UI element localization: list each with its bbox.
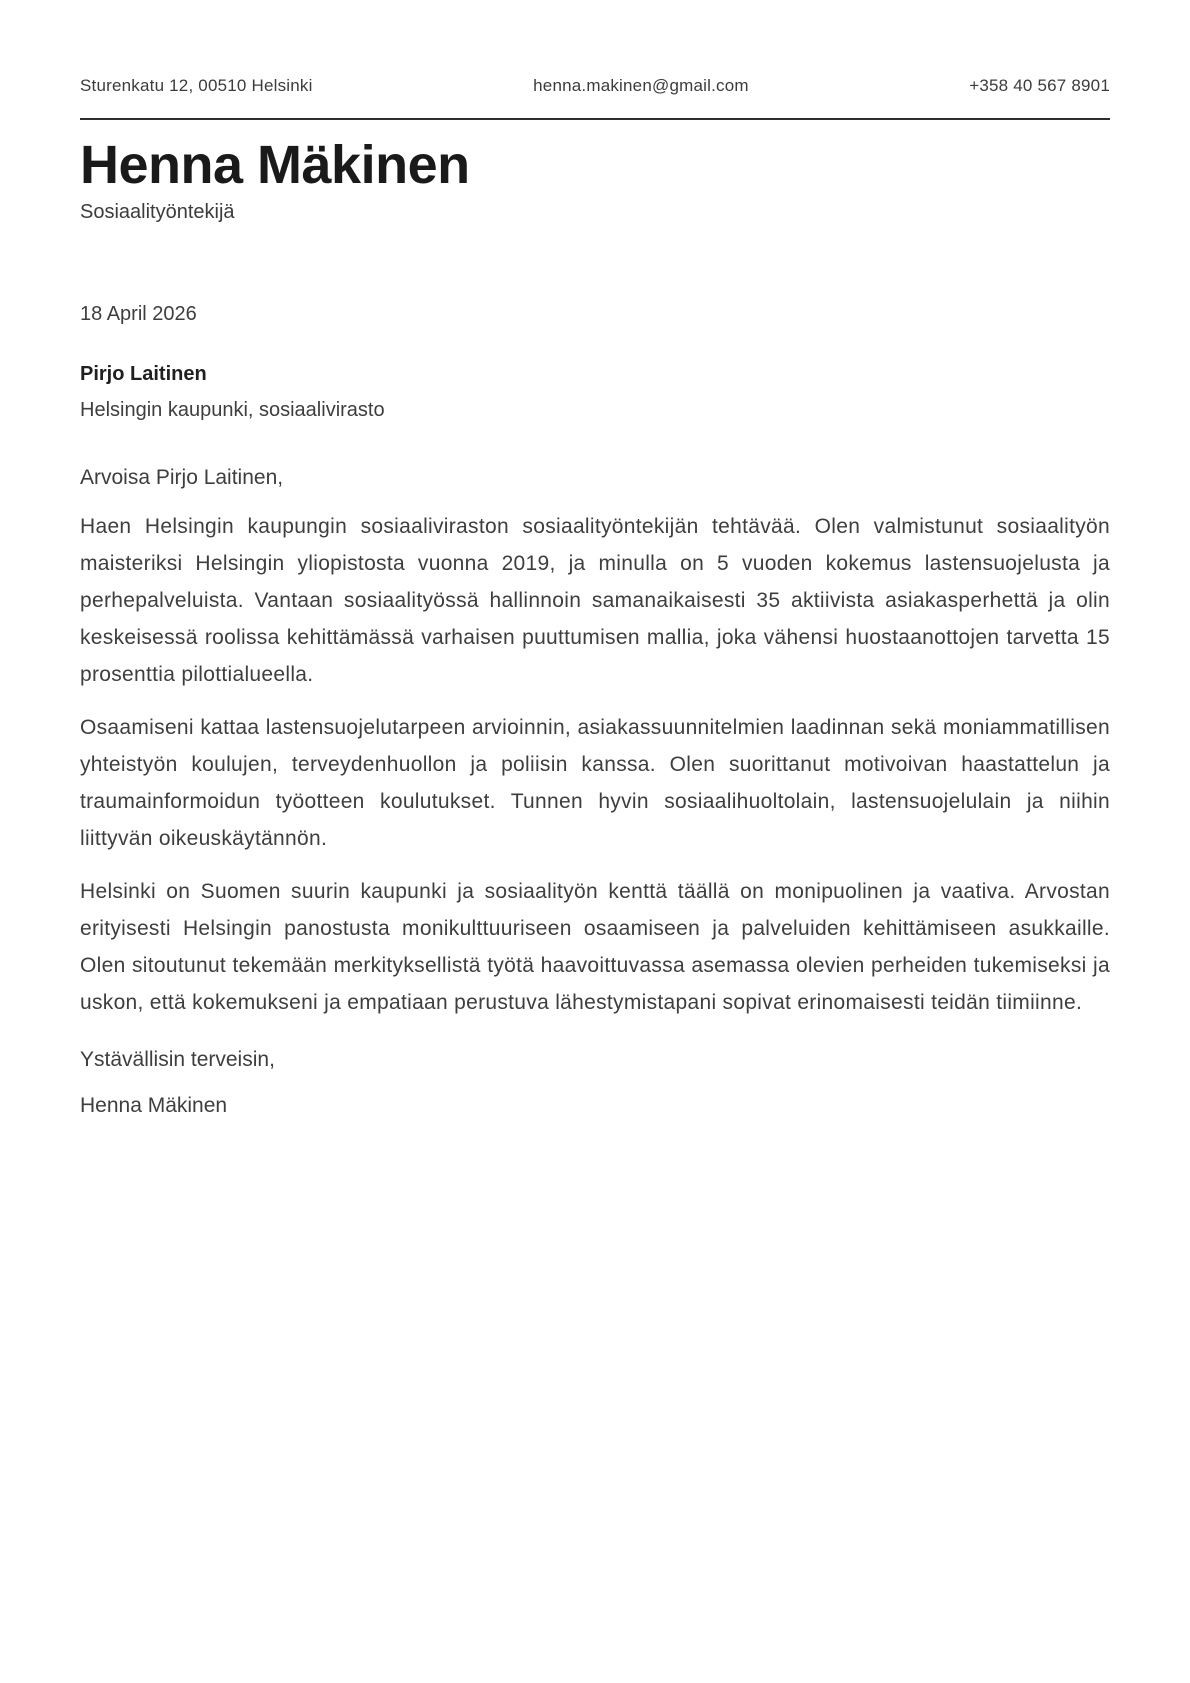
body-paragraph-1: Haen Helsingin kaupungin sosiaaliviraston sosiaalityöntekijän tehtävää. Olen valmistunut sosiaalityön maisteriksi Helsingin yliopistosta vuonna 2019, ja minulla on 5 vuoden kokemus lastensuojelusta ja perhepalveluista. Vantaan sosiaalityössä hallinnoin samanaikaisesti 35 aktiivista asiakasperhettä ja olin keskeisessä roolissa kehittämässä varhaisen puuttumisen mallia, joka vähensi huostaanottojen tarvetta 15 prosenttia pilottialueella. <box>80 515 1110 686</box>
applicant-job-title: Sosiaalityöntekijä <box>80 201 235 223</box>
letter-date: 18 April 2026 <box>80 303 197 325</box>
signature-name: Henna Mäkinen <box>80 1094 228 1117</box>
recipient-block <box>80 362 1110 422</box>
contact-header <box>80 76 1110 96</box>
contact-phone: +358 40 567 8901 <box>969 76 1110 95</box>
header-divider <box>80 118 1110 120</box>
body-paragraph-3: Helsinki on Suomen suurin kaupunki ja sosiaalityön kenttä täällä on monipuolinen ja vaativa. Arvostan erityisesti Helsingin panostusta monikulttuuriseen osaamiseen ja palveluiden kehittämiseen asukkaille. Olen sitoutunut tekemään merkityksellistä työtä haavoittuvassa asemassa olevien perheiden tukemiseksi ja uskon, että kokemukseni ja empatiaan perustuva lähestymistapani sopivat erinomaisesti teidän tiimiinne. <box>80 880 1110 1014</box>
contact-email: henna.makinen@gmail.com <box>533 76 749 95</box>
salutation: Arvoisa Pirjo Laitinen, <box>80 466 284 489</box>
recipient-name: Pirjo Laitinen <box>80 363 207 385</box>
closing-line: Ystävällisin terveisin, <box>80 1048 275 1071</box>
body-paragraph-2: Osaamiseni kattaa lastensuojelutarpeen arvioinnin, asiakassuunnitelmien laadinnan sekä moniammatillisen yhteistyön koulujen, terveydenhuollon ja poliisin kanssa. Olen suorittanut motivoivan haastattelun ja traumainformoidun työotteen koulutukset. Tunnen hyvin sosiaalihuoltolain, lastensuojelulain ja niihin liittyvän oikeuskäytännön. <box>80 716 1110 850</box>
applicant-name: Henna Mäkinen <box>80 135 470 195</box>
recipient-organization: Helsingin kaupunki, sosiaalivirasto <box>80 399 385 421</box>
contact-address: Sturenkatu 12, 00510 Helsinki <box>80 76 313 95</box>
